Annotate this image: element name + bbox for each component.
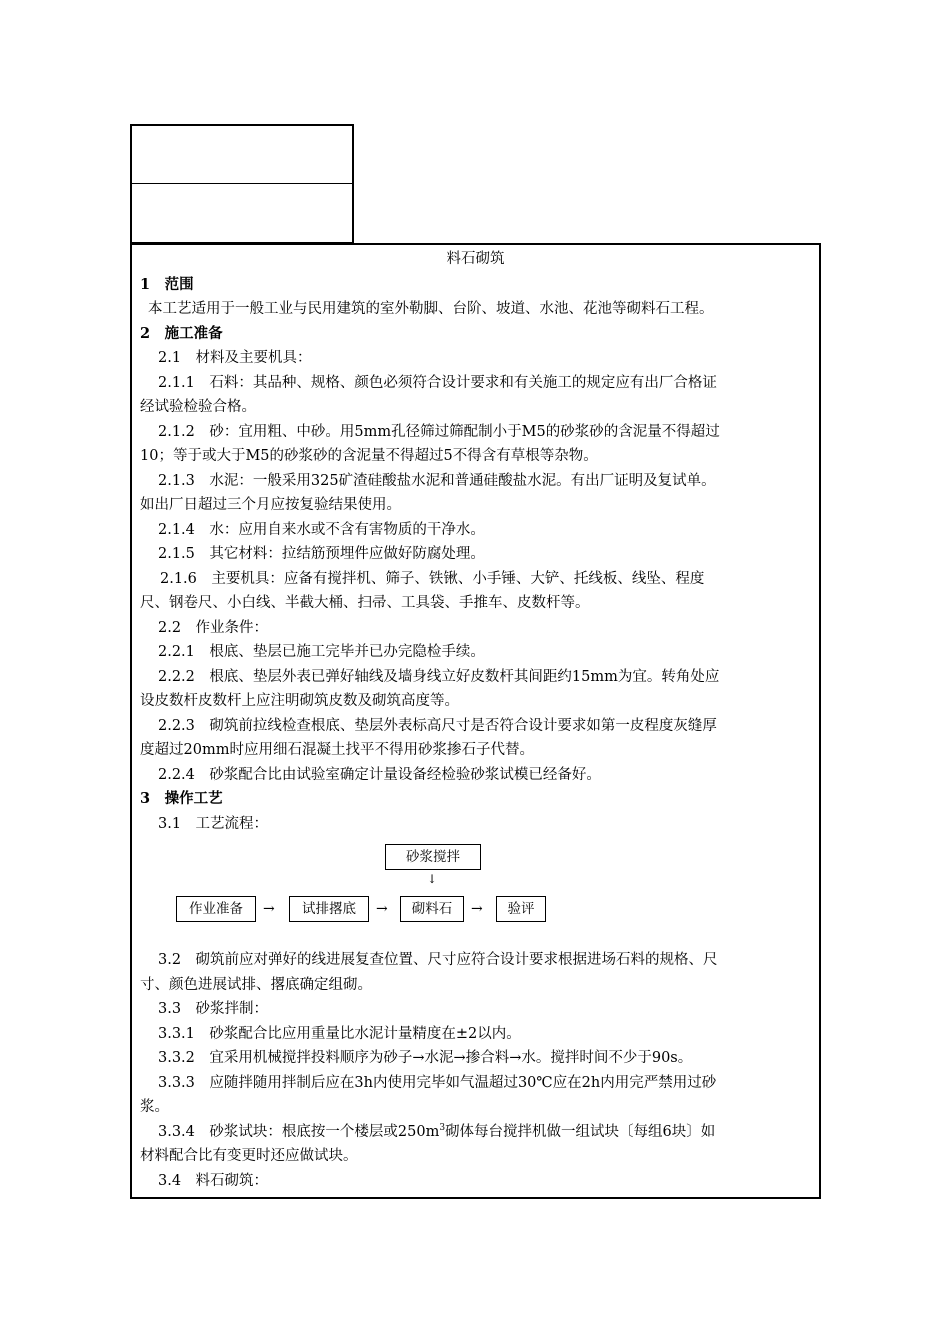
paragraph-line: 2.1.4 水：应用自来水或不含有害物质的干净水。 xyxy=(158,522,485,538)
subsection-3-4: 3.4 料石砌筑： xyxy=(158,1173,269,1189)
paragraph-line: 经试验检验合格。 xyxy=(140,399,256,415)
subsection-2-1: 2.1 材料及主要机具： xyxy=(158,350,312,366)
paragraph-line: 3.3.1 砂浆配合比应用重量比水泥计量精度在±2以内。 xyxy=(158,1026,521,1042)
flow-arrow: → xyxy=(263,901,275,917)
subsection-3-1: 3.1 工艺流程： xyxy=(158,816,269,832)
paragraph-line: 2.1.3 水泥：一般采用325矿渣硅酸盐水泥和普通硅酸盐水泥。有出厂证明及复试单。 xyxy=(158,473,716,489)
paragraph-line xyxy=(158,1123,715,1141)
document-title: 料石砌筑 xyxy=(446,251,505,267)
paragraph-line: 本工艺适用于一般工业与民用建筑的室外勒脚、台阶、坡道、水池、花池等砌料石工程。 xyxy=(148,301,714,317)
paragraph-line: 2.1.1 石料：其品种、规格、颜色必须符合设计要求和有关施工的规定应有出厂合格证 xyxy=(158,375,717,391)
header-info-row-1 xyxy=(132,126,352,184)
flow-arrow: → xyxy=(376,901,388,917)
section-3-heading: 3 操作工艺 xyxy=(140,790,223,807)
paragraph-line: 2.2.4 砂浆配合比由试验室确定计量设备经检验砂浆试模已经备好。 xyxy=(158,767,601,783)
flow-box-evaluation: 验评 xyxy=(496,896,546,922)
paragraph-line: 3.2 砌筑前应对弹好的线进展复查位置、尺寸应符合设计要求根据进场石料的规格、尺 xyxy=(158,952,718,968)
flow-box-mortar-mixing: 砂浆搅拌 xyxy=(385,844,481,870)
section-1-heading: 1 范围 xyxy=(140,276,194,293)
document-body-frame xyxy=(130,243,821,1199)
flow-arrow: → xyxy=(471,901,483,917)
header-info-box xyxy=(130,124,354,244)
flow-box-preparation: 作业准备 xyxy=(176,896,256,922)
paragraph-line: 材料配合比有变更时还应做试块。 xyxy=(140,1148,358,1164)
paragraph-line: 2.1.5 其它材料：拉结筋预埋件应做好防腐处理。 xyxy=(158,546,485,562)
paragraph-line: 10；等于或大于M5的砂浆砂的含泥量不得超过5不得含有草根等杂物。 xyxy=(140,448,598,464)
paragraph-line: 如出厂日超过三个月应按复验结果使用。 xyxy=(140,497,401,513)
paragraph-line: 尺、钢卷尺、小白线、半截大桶、扫帚、工具袋、手推车、皮数杆等。 xyxy=(140,595,590,611)
flow-box-trial-layout: 试排撂底 xyxy=(289,896,369,922)
text-run: 砌体每台搅拌机做一组试块〔每组6块〕如 xyxy=(445,1124,716,1140)
paragraph-line: 3.3.3 应随拌随用拌制后应在3h内使用完毕如气温超过30℃应在2h内用完严禁用过砂 xyxy=(158,1075,717,1091)
subsection-2-2: 2.2 作业条件： xyxy=(158,620,269,636)
superscript: 3 xyxy=(439,1123,446,1134)
flow-down-arrow: ↓ xyxy=(427,872,438,886)
section-2-heading: 2 施工准备 xyxy=(140,325,223,342)
paragraph-line: 2.2.3 砌筑前拉线检查根底、垫层外表标高尺寸是否符合设计要求如第一皮程度灰缝厚 xyxy=(158,718,717,734)
flow-box-stone-laying: 砌料石 xyxy=(400,896,464,922)
header-info-row-2 xyxy=(132,184,352,242)
paragraph-line: 度超过20mm时应用细石混凝土找平不得用砂浆掺石子代替。 xyxy=(140,742,534,758)
paragraph-line: 2.2.1 根底、垫层已施工完毕并已办完隐检手续。 xyxy=(158,644,485,660)
paragraph-line: 浆。 xyxy=(140,1099,169,1115)
text-run: 3.3.4 砂浆试块：根底按一个楼层或250m xyxy=(158,1124,440,1140)
paragraph-line: 3.3.2 宜采用机械搅拌投料顺序为砂子→水泥→掺合料→水。搅拌时间不少于90s。 xyxy=(158,1050,693,1066)
subsection-3-3: 3.3 砂浆拌制： xyxy=(158,1001,269,1017)
paragraph-line: 设皮数杆皮数杆上应注明砌筑皮数及砌筑高度等。 xyxy=(140,693,459,709)
paragraph-line: 寸、颜色进展试排、撂底确定组砌。 xyxy=(140,977,372,993)
paragraph-line: 2.2.2 根底、垫层外表已弹好轴线及墙身线立好皮数杆其间距约15mm为宜。转角处应 xyxy=(158,669,720,685)
paragraph-line: 2.1.2 砂：宜用粗、中砂。用5mm孔径筛过筛配制小于M5的砂浆砂的含泥量不得超过 xyxy=(158,424,720,440)
paragraph-line: 2.1.6 主要机具：应备有搅拌机、筛子、铁锹、小手锤、大铲、托线板、线坠、程度 xyxy=(160,571,705,587)
